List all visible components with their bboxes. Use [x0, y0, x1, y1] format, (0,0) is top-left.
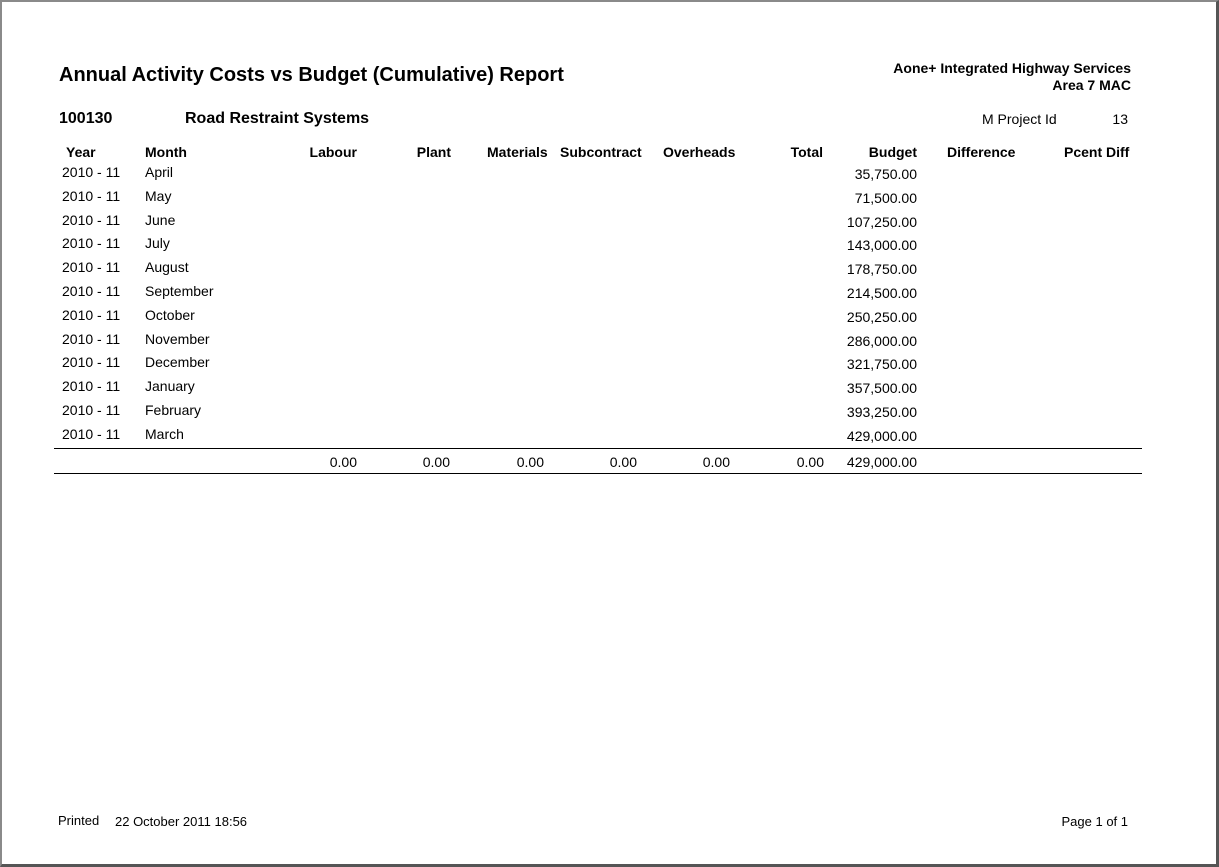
total-total: 0.00 — [796, 454, 824, 470]
row-budget: 178,750.00 — [846, 261, 917, 277]
column-header-month: Month — [145, 144, 187, 160]
row-year: 2010 - 11 — [62, 259, 121, 275]
total-overheads: 0.00 — [702, 454, 730, 470]
row-budget: 35,750.00 — [854, 166, 917, 182]
row-month: January — [145, 378, 195, 394]
row-year: 2010 - 11 — [62, 283, 121, 299]
column-header-subcontract: Subcontract — [560, 144, 642, 160]
printed-date: 22 October 2011 18:56 — [115, 814, 248, 829]
company-area: Area 7 MAC — [1052, 77, 1131, 93]
row-month: October — [145, 307, 195, 323]
row-year: 2010 - 11 — [62, 331, 121, 347]
row-year: 2010 - 11 — [62, 378, 121, 394]
row-month: March — [145, 426, 184, 442]
row-budget: 214,500.00 — [846, 285, 917, 301]
row-month: May — [145, 188, 172, 204]
totals-bottom-rule — [54, 473, 1142, 474]
company-name: Aone+ Integrated Highway Services — [893, 60, 1131, 76]
column-header-total: Total — [790, 144, 823, 160]
column-header-materials: Materials — [487, 144, 548, 160]
row-year: 2010 - 11 — [62, 402, 121, 418]
row-budget: 71,500.00 — [854, 190, 917, 206]
company-block — [893, 60, 1131, 94]
column-header-pcent-diff: Pcent Diff — [1064, 144, 1130, 160]
column-header-year: Year — [66, 144, 96, 160]
row-month: June — [145, 212, 176, 228]
totals-top-rule — [54, 448, 1142, 449]
row-year: 2010 - 11 — [62, 212, 121, 228]
activity-code: 100130 — [59, 110, 113, 127]
row-year: 2010 - 11 — [62, 164, 121, 180]
column-header-difference: Difference — [947, 144, 1016, 160]
row-budget: 143,000.00 — [846, 237, 917, 253]
column-header-budget: Budget — [868, 144, 917, 160]
row-budget: 286,000.00 — [846, 333, 917, 349]
printed-label: Printed — [58, 813, 100, 828]
row-budget: 429,000.00 — [846, 428, 917, 444]
row-budget: 321,750.00 — [846, 356, 917, 372]
total-budget: 429,000.00 — [846, 454, 917, 470]
page-number: Page 1 of 1 — [1061, 814, 1128, 829]
row-year: 2010 - 11 — [62, 188, 121, 204]
total-materials: 0.00 — [516, 454, 544, 470]
column-header-labour: Labour — [309, 144, 357, 160]
total-plant: 0.00 — [422, 454, 450, 470]
row-budget: 107,250.00 — [846, 214, 917, 230]
row-year: 2010 - 11 — [62, 426, 121, 442]
activity-name: Road Restraint Systems — [185, 110, 370, 127]
row-year: 2010 - 11 — [62, 235, 121, 251]
total-labour: 0.00 — [329, 454, 357, 470]
column-header-overheads: Overheads — [663, 144, 736, 160]
row-month: February — [145, 402, 202, 418]
row-month: July — [145, 235, 170, 251]
project-id-label: M Project Id — [982, 111, 1057, 127]
row-month: September — [145, 283, 214, 299]
project-id-value: 13 — [1112, 111, 1128, 127]
column-header-plant: Plant — [416, 144, 451, 160]
row-month: April — [145, 164, 174, 180]
row-month: December — [145, 354, 210, 370]
total-subcontract: 0.00 — [609, 454, 637, 470]
row-month: November — [145, 331, 210, 347]
row-year: 2010 - 11 — [62, 354, 121, 370]
row-budget: 357,500.00 — [846, 380, 917, 396]
row-budget: 250,250.00 — [846, 309, 917, 325]
row-month: August — [145, 259, 189, 275]
row-year: 2010 - 11 — [62, 307, 121, 323]
report-title: Annual Activity Costs vs Budget (Cumulative) Report — [59, 64, 564, 86]
row-budget: 393,250.00 — [846, 404, 917, 420]
